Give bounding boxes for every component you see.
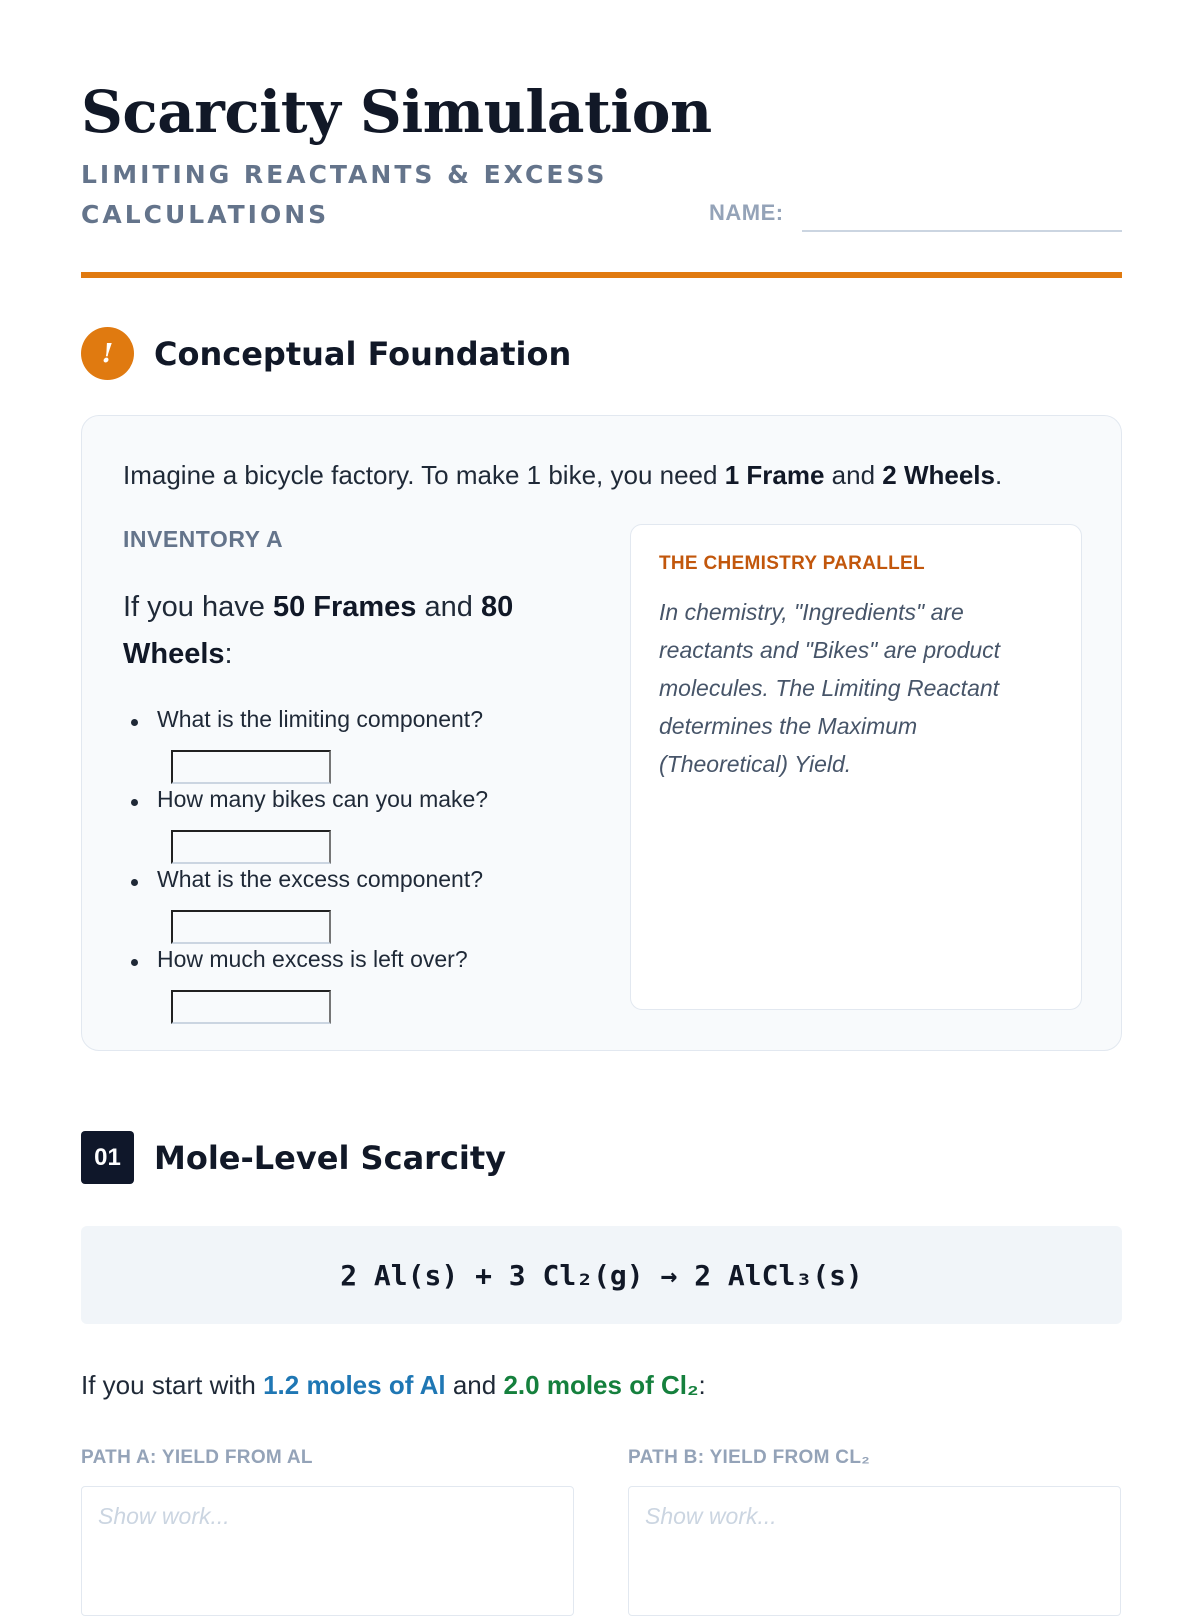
bullet-icon (131, 959, 138, 966)
section-header-01 (81, 1131, 506, 1184)
parallel-title: THE CHEMISTRY PARALLEL (659, 553, 925, 574)
question-text: How many bikes can you make? (157, 786, 489, 812)
name-field[interactable] (802, 230, 1122, 232)
bullet-icon (131, 799, 138, 806)
intro-text: Imagine a bicycle factory. To make 1 bike, you need 1 Frame and 2 Wheels. (123, 460, 1003, 490)
page-subtitle: LIMITING REACTANTS & EXCESS CALCULATIONS (81, 160, 608, 229)
section-header-concept (81, 327, 571, 380)
path-a-work-area[interactable] (81, 1486, 574, 1616)
answer-blank[interactable] (171, 750, 331, 784)
starting-amounts: If you start with 1.2 moles of Al and 2.0 moles of Cl₂: (81, 1370, 706, 1400)
concept-card (81, 415, 1122, 1051)
section-number-badge: 01 (81, 1131, 134, 1184)
list-item (123, 866, 583, 946)
answer-blank[interactable] (171, 910, 331, 944)
page-title: Scarcity Simulation (81, 78, 712, 146)
answer-blank[interactable] (171, 990, 331, 1024)
inventory-label: INVENTORY A (123, 526, 284, 552)
bullet-icon (131, 719, 138, 726)
alert-icon: ! (81, 327, 134, 380)
question-text: What is the excess component? (157, 866, 483, 892)
chemistry-parallel-box (630, 524, 1082, 1010)
parallel-body: In chemistry, "Ingredients" are reactants and "Bikes" are product molecules. The Limiting Reactant determines the Maximum (Theoretical) Yield. (659, 599, 1001, 777)
answer-blank[interactable] (171, 830, 331, 864)
inventory-statement: If you have 50 Frames and 80 Wheels: (123, 591, 514, 670)
name-label: NAME: (709, 200, 784, 225)
question-text: How much excess is left over? (157, 946, 468, 972)
question-text: What is the limiting component? (157, 706, 483, 732)
list-item (123, 706, 583, 786)
chemical-equation: 2 Al(s) + 3 Cl₂(g) → 2 AlCl₃(s) (81, 1226, 1122, 1324)
path-b-work-area[interactable] (628, 1486, 1121, 1616)
section-title-concept: Conceptual Foundation (154, 334, 572, 373)
section-title-01: Mole-Level Scarcity (154, 1138, 507, 1177)
path-b-label: PATH B: YIELD FROM CL₂ (628, 1447, 870, 1468)
header-divider (81, 272, 1122, 278)
path-a-label: PATH A: YIELD FROM AL (81, 1447, 313, 1468)
question-list (123, 706, 583, 1026)
list-item (123, 946, 583, 1026)
bullet-icon (131, 879, 138, 886)
list-item (123, 786, 583, 866)
